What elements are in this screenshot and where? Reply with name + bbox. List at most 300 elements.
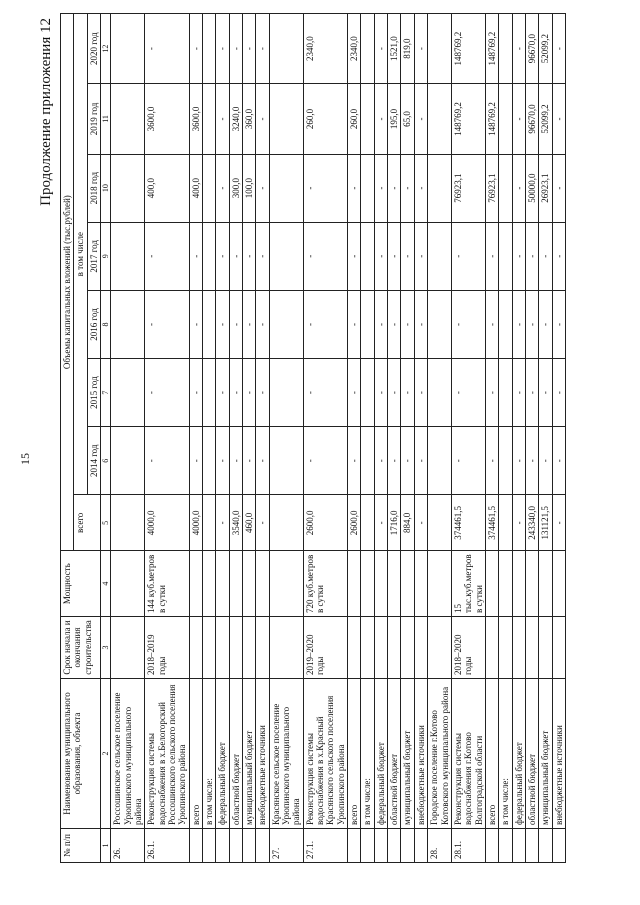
row-number xyxy=(499,829,512,863)
capacity xyxy=(428,551,452,617)
col-number: 11 xyxy=(101,84,111,154)
value-year: - xyxy=(229,222,242,290)
value-year xyxy=(111,290,145,358)
value-year: - xyxy=(525,290,538,358)
value-year: - xyxy=(512,154,525,222)
col-number: 3 xyxy=(101,617,111,679)
value-year: - xyxy=(552,290,565,358)
value-year: - xyxy=(374,14,387,84)
capacity xyxy=(348,551,361,617)
value-year: - xyxy=(256,154,269,222)
capacity xyxy=(361,551,374,617)
capacity xyxy=(374,551,387,617)
col-number: 4 xyxy=(101,551,111,617)
value-year: - xyxy=(189,14,202,84)
construction-term xyxy=(539,617,552,679)
table-row xyxy=(414,14,427,863)
value-year: - xyxy=(388,222,401,290)
value-year xyxy=(269,290,303,358)
object-name: всего xyxy=(485,679,498,829)
construction-term xyxy=(361,617,374,679)
header-year: 2020 год xyxy=(87,14,100,84)
value-year: - xyxy=(451,427,485,495)
value-year xyxy=(499,359,512,427)
value-year xyxy=(499,222,512,290)
col-number: 2 xyxy=(101,679,111,829)
table-body xyxy=(111,14,566,863)
value-total: 3540,0 xyxy=(229,495,242,551)
value-total xyxy=(269,495,303,551)
value-total: 243340,0 xyxy=(525,495,538,551)
value-year: 1521,0 xyxy=(388,14,401,84)
value-year xyxy=(428,84,452,154)
value-year: - xyxy=(451,359,485,427)
capacity xyxy=(414,551,427,617)
value-year: - xyxy=(512,84,525,154)
value-year: 100,0 xyxy=(243,154,256,222)
value-year: - xyxy=(414,359,427,427)
object-name: федеральный бюджет xyxy=(374,679,387,829)
value-year: - xyxy=(145,222,189,290)
header-year: 2015 год xyxy=(87,359,100,427)
value-year: - xyxy=(485,222,498,290)
value-total: 4000,0 xyxy=(145,495,189,551)
value-year: - xyxy=(401,290,414,358)
header-year: 2016 год xyxy=(87,290,100,358)
value-year: - xyxy=(348,427,361,495)
capacity xyxy=(388,551,401,617)
value-year: 148769,2 xyxy=(451,84,485,154)
value-total: 2600,0 xyxy=(348,495,361,551)
capacity xyxy=(499,551,512,617)
col-number: 5 xyxy=(101,495,111,551)
row-number: 28.1. xyxy=(451,829,485,863)
value-year: 360,0 xyxy=(243,84,256,154)
value-year xyxy=(428,14,452,84)
value-year: 2340,0 xyxy=(303,14,347,84)
value-year: 260,0 xyxy=(348,84,361,154)
construction-term: 2018–2019 годы xyxy=(145,617,189,679)
capacity xyxy=(552,551,565,617)
value-total: 374461,5 xyxy=(451,495,485,551)
value-total: - xyxy=(552,495,565,551)
value-year: - xyxy=(552,359,565,427)
value-year: - xyxy=(401,222,414,290)
header-num: № п/п xyxy=(61,829,101,863)
value-total: 374461,5 xyxy=(485,495,498,551)
capacity xyxy=(243,551,256,617)
construction-term xyxy=(499,617,512,679)
value-year: - xyxy=(303,427,347,495)
col-number: 8 xyxy=(101,290,111,358)
row-number xyxy=(243,829,256,863)
value-total: 460,0 xyxy=(243,495,256,551)
value-year: - xyxy=(401,427,414,495)
value-year xyxy=(361,427,374,495)
value-year: - xyxy=(414,427,427,495)
object-name: внебюджетные источники xyxy=(552,679,565,829)
object-name: федеральный бюджет xyxy=(512,679,525,829)
value-total: 2600,0 xyxy=(303,495,347,551)
value-year xyxy=(202,427,215,495)
row-number xyxy=(256,829,269,863)
row-number xyxy=(388,829,401,863)
capacity xyxy=(539,551,552,617)
column-number-row xyxy=(101,14,111,863)
col-number: 6 xyxy=(101,427,111,495)
value-year: 400,0 xyxy=(189,154,202,222)
value-year: - xyxy=(525,427,538,495)
value-year: - xyxy=(216,222,229,290)
value-year: - xyxy=(256,359,269,427)
value-year: - xyxy=(512,14,525,84)
value-year: - xyxy=(229,427,242,495)
col-number: 7 xyxy=(101,359,111,427)
row-number xyxy=(202,829,215,863)
value-year: - xyxy=(216,290,229,358)
value-total xyxy=(111,495,145,551)
construction-term xyxy=(111,617,145,679)
object-name: Красянское сельское поселение Урюпинского муниципального района xyxy=(269,679,303,829)
header-year: 2014 год xyxy=(87,427,100,495)
row-number: 26.1. xyxy=(145,829,189,863)
construction-term xyxy=(525,617,538,679)
value-year: - xyxy=(216,154,229,222)
object-name: в том числе: xyxy=(499,679,512,829)
value-total: - xyxy=(414,495,427,551)
object-name: Реконструкция системы водоснабжения в х.Белогорский Россошинского сельского поселения Урюпинского района xyxy=(145,679,189,829)
value-year xyxy=(428,222,452,290)
value-year: - xyxy=(243,290,256,358)
header-total: всего xyxy=(74,495,101,551)
header-year: 2018 год xyxy=(87,154,100,222)
value-year: - xyxy=(189,290,202,358)
row-number xyxy=(401,829,414,863)
table-row xyxy=(374,14,387,863)
value-year: 148769,2 xyxy=(485,84,498,154)
value-year: - xyxy=(512,427,525,495)
object-name: всего xyxy=(348,679,361,829)
construction-term xyxy=(189,617,202,679)
value-year: 148769,2 xyxy=(485,14,498,84)
value-year: - xyxy=(388,290,401,358)
value-year: - xyxy=(256,222,269,290)
value-year: 400,0 xyxy=(145,154,189,222)
row-number: 26. xyxy=(111,829,145,863)
value-year: 3240,0 xyxy=(229,84,242,154)
construction-term xyxy=(512,617,525,679)
header-term: Срок начала и окончания строительства xyxy=(61,617,101,679)
row-number xyxy=(485,829,498,863)
table-row xyxy=(428,14,452,863)
value-total xyxy=(428,495,452,551)
value-year xyxy=(111,154,145,222)
value-total: 131121,5 xyxy=(539,495,552,551)
value-year: - xyxy=(303,154,347,222)
value-year: - xyxy=(145,290,189,358)
value-year: - xyxy=(256,14,269,84)
row-number xyxy=(361,829,374,863)
capacity: 720 куб.метров в сутки xyxy=(303,551,347,617)
construction-term xyxy=(256,617,269,679)
value-year: 2340,0 xyxy=(348,14,361,84)
value-year xyxy=(361,154,374,222)
value-year: - xyxy=(189,359,202,427)
value-year: 96670,0 xyxy=(525,14,538,84)
table-row xyxy=(552,14,565,863)
object-name: областной бюджет xyxy=(229,679,242,829)
capacity xyxy=(189,551,202,617)
value-year xyxy=(269,222,303,290)
capacity xyxy=(111,551,145,617)
value-year: - xyxy=(451,290,485,358)
value-year xyxy=(428,427,452,495)
value-year: 819,0 xyxy=(401,14,414,84)
value-year xyxy=(361,359,374,427)
table-row xyxy=(401,14,414,863)
value-year xyxy=(202,290,215,358)
row-number xyxy=(216,829,229,863)
object-name: муниципальный бюджет xyxy=(401,679,414,829)
value-year xyxy=(202,154,215,222)
value-year: 65,0 xyxy=(401,84,414,154)
capacity xyxy=(525,551,538,617)
construction-term xyxy=(348,617,361,679)
value-year: - xyxy=(303,222,347,290)
header-volumes: Объемы капитальных вложений (тыс.рублей) xyxy=(61,14,74,551)
value-year: - xyxy=(525,359,538,427)
value-year: - xyxy=(348,359,361,427)
value-year: - xyxy=(348,222,361,290)
value-year xyxy=(111,84,145,154)
value-year xyxy=(499,290,512,358)
construction-term: 2019–2020 годы xyxy=(303,617,347,679)
value-year: - xyxy=(539,359,552,427)
value-year: - xyxy=(485,290,498,358)
construction-term xyxy=(269,617,303,679)
capacity xyxy=(512,551,525,617)
value-year xyxy=(499,154,512,222)
object-name: областной бюджет xyxy=(525,679,538,829)
value-year: - xyxy=(401,154,414,222)
value-year: 26923,1 xyxy=(539,154,552,222)
construction-term xyxy=(401,617,414,679)
value-year xyxy=(202,84,215,154)
value-year: - xyxy=(512,222,525,290)
value-year xyxy=(111,359,145,427)
value-year xyxy=(428,359,452,427)
value-year: - xyxy=(552,427,565,495)
value-year: - xyxy=(303,290,347,358)
value-total: 1716,0 xyxy=(388,495,401,551)
value-total xyxy=(202,495,215,551)
col-number: 1 xyxy=(101,829,111,863)
value-year: 96670,0 xyxy=(525,84,538,154)
col-number: 12 xyxy=(101,14,111,84)
row-number xyxy=(525,829,538,863)
table-row xyxy=(451,14,485,863)
construction-term xyxy=(414,617,427,679)
header-year: 2019 год xyxy=(87,84,100,154)
row-number xyxy=(229,829,242,863)
value-year: - xyxy=(216,359,229,427)
header-name: Наименование муниципального образования, объекта xyxy=(61,679,101,829)
object-name: федеральный бюджет xyxy=(216,679,229,829)
value-year xyxy=(428,290,452,358)
value-year: - xyxy=(552,14,565,84)
value-year: - xyxy=(243,14,256,84)
table-row xyxy=(361,14,374,863)
row-number: 27.1. xyxy=(303,829,347,863)
row-number xyxy=(552,829,565,863)
value-year: - xyxy=(374,154,387,222)
object-name: внебюджетные источники xyxy=(256,679,269,829)
value-year: - xyxy=(512,359,525,427)
value-year: - xyxy=(229,290,242,358)
object-name: областной бюджет xyxy=(388,679,401,829)
value-total: 884,0 xyxy=(401,495,414,551)
row-number xyxy=(414,829,427,863)
row-number xyxy=(512,829,525,863)
value-year xyxy=(202,222,215,290)
construction-term xyxy=(216,617,229,679)
col-number: 9 xyxy=(101,222,111,290)
row-number: 27. xyxy=(269,829,303,863)
capacity xyxy=(401,551,414,617)
value-year: - xyxy=(414,14,427,84)
value-year xyxy=(111,222,145,290)
object-name: муниципальный бюджет xyxy=(243,679,256,829)
value-year: - xyxy=(388,359,401,427)
value-year: - xyxy=(348,154,361,222)
value-year: 76923,1 xyxy=(451,154,485,222)
construction-term: 2018–2020 годы xyxy=(451,617,485,679)
value-year: - xyxy=(374,427,387,495)
value-year: - xyxy=(552,84,565,154)
value-year xyxy=(499,14,512,84)
row-number xyxy=(374,829,387,863)
value-year: - xyxy=(414,84,427,154)
value-year: - xyxy=(451,222,485,290)
object-name: в том числе: xyxy=(202,679,215,829)
value-year: - xyxy=(243,222,256,290)
value-year: - xyxy=(256,84,269,154)
capacity xyxy=(269,551,303,617)
object-name: Реконструкция системы водоснабжения в х.Красный Красянского сельского поселения Урюпинского района xyxy=(303,679,347,829)
value-year: - xyxy=(229,14,242,84)
value-year xyxy=(361,14,374,84)
value-year: - xyxy=(388,427,401,495)
table-row xyxy=(348,14,361,863)
table-row xyxy=(111,14,145,863)
value-year xyxy=(111,427,145,495)
col-number: 10 xyxy=(101,154,111,222)
construction-term xyxy=(243,617,256,679)
value-total: - xyxy=(216,495,229,551)
value-year: - xyxy=(216,427,229,495)
value-year: - xyxy=(552,154,565,222)
value-year: - xyxy=(145,14,189,84)
value-year xyxy=(111,14,145,84)
value-total: 4000,0 xyxy=(189,495,202,551)
value-year: 148769,2 xyxy=(451,14,485,84)
table-row xyxy=(485,14,498,863)
object-name: всего xyxy=(189,679,202,829)
value-year: - xyxy=(374,84,387,154)
value-year: - xyxy=(374,290,387,358)
value-year: 195,0 xyxy=(388,84,401,154)
table-row xyxy=(512,14,525,863)
construction-term xyxy=(552,617,565,679)
value-year: - xyxy=(388,154,401,222)
value-year: - xyxy=(414,154,427,222)
object-name: Реконструкция системы водоснабжения г.Котово Волгоградской области xyxy=(451,679,485,829)
table-row xyxy=(202,14,215,863)
construction-term xyxy=(428,617,452,679)
value-year: - xyxy=(189,427,202,495)
table-row xyxy=(539,14,552,863)
table-row xyxy=(256,14,269,863)
construction-term xyxy=(229,617,242,679)
construction-term xyxy=(485,617,498,679)
value-year xyxy=(499,427,512,495)
value-year: - xyxy=(256,427,269,495)
capacity: 15 тыс.куб.метров в сутки xyxy=(451,551,485,617)
value-year: 260,0 xyxy=(303,84,347,154)
row-number xyxy=(348,829,361,863)
value-year: - xyxy=(552,222,565,290)
value-year: - xyxy=(374,222,387,290)
value-year: - xyxy=(374,359,387,427)
value-total xyxy=(499,495,512,551)
row-number xyxy=(539,829,552,863)
row-number: 28. xyxy=(428,829,452,863)
value-year xyxy=(269,14,303,84)
value-year xyxy=(361,222,374,290)
value-year xyxy=(202,14,215,84)
value-year xyxy=(202,359,215,427)
construction-term xyxy=(202,617,215,679)
value-year: - xyxy=(539,427,552,495)
value-year: - xyxy=(512,290,525,358)
capacity xyxy=(485,551,498,617)
object-name: Городское поселение г.Котово Котовского муниципального района xyxy=(428,679,452,829)
value-year: - xyxy=(525,222,538,290)
capacity xyxy=(256,551,269,617)
value-year xyxy=(269,84,303,154)
value-year: - xyxy=(401,359,414,427)
table-row xyxy=(216,14,229,863)
table-row xyxy=(388,14,401,863)
value-year: - xyxy=(145,359,189,427)
value-year xyxy=(361,84,374,154)
capacity xyxy=(202,551,215,617)
value-year xyxy=(499,84,512,154)
value-year: - xyxy=(243,359,256,427)
value-year: 3600,0 xyxy=(189,84,202,154)
capacity: 144 куб.метров в сутки xyxy=(145,551,189,617)
value-total: - xyxy=(512,495,525,551)
value-year: 3600,0 xyxy=(145,84,189,154)
capacity xyxy=(216,551,229,617)
header-year: 2017 год xyxy=(87,222,100,290)
table-row xyxy=(145,14,189,863)
construction-term xyxy=(374,617,387,679)
value-year: - xyxy=(414,290,427,358)
value-year: - xyxy=(216,14,229,84)
table-row xyxy=(499,14,512,863)
value-year: - xyxy=(189,222,202,290)
